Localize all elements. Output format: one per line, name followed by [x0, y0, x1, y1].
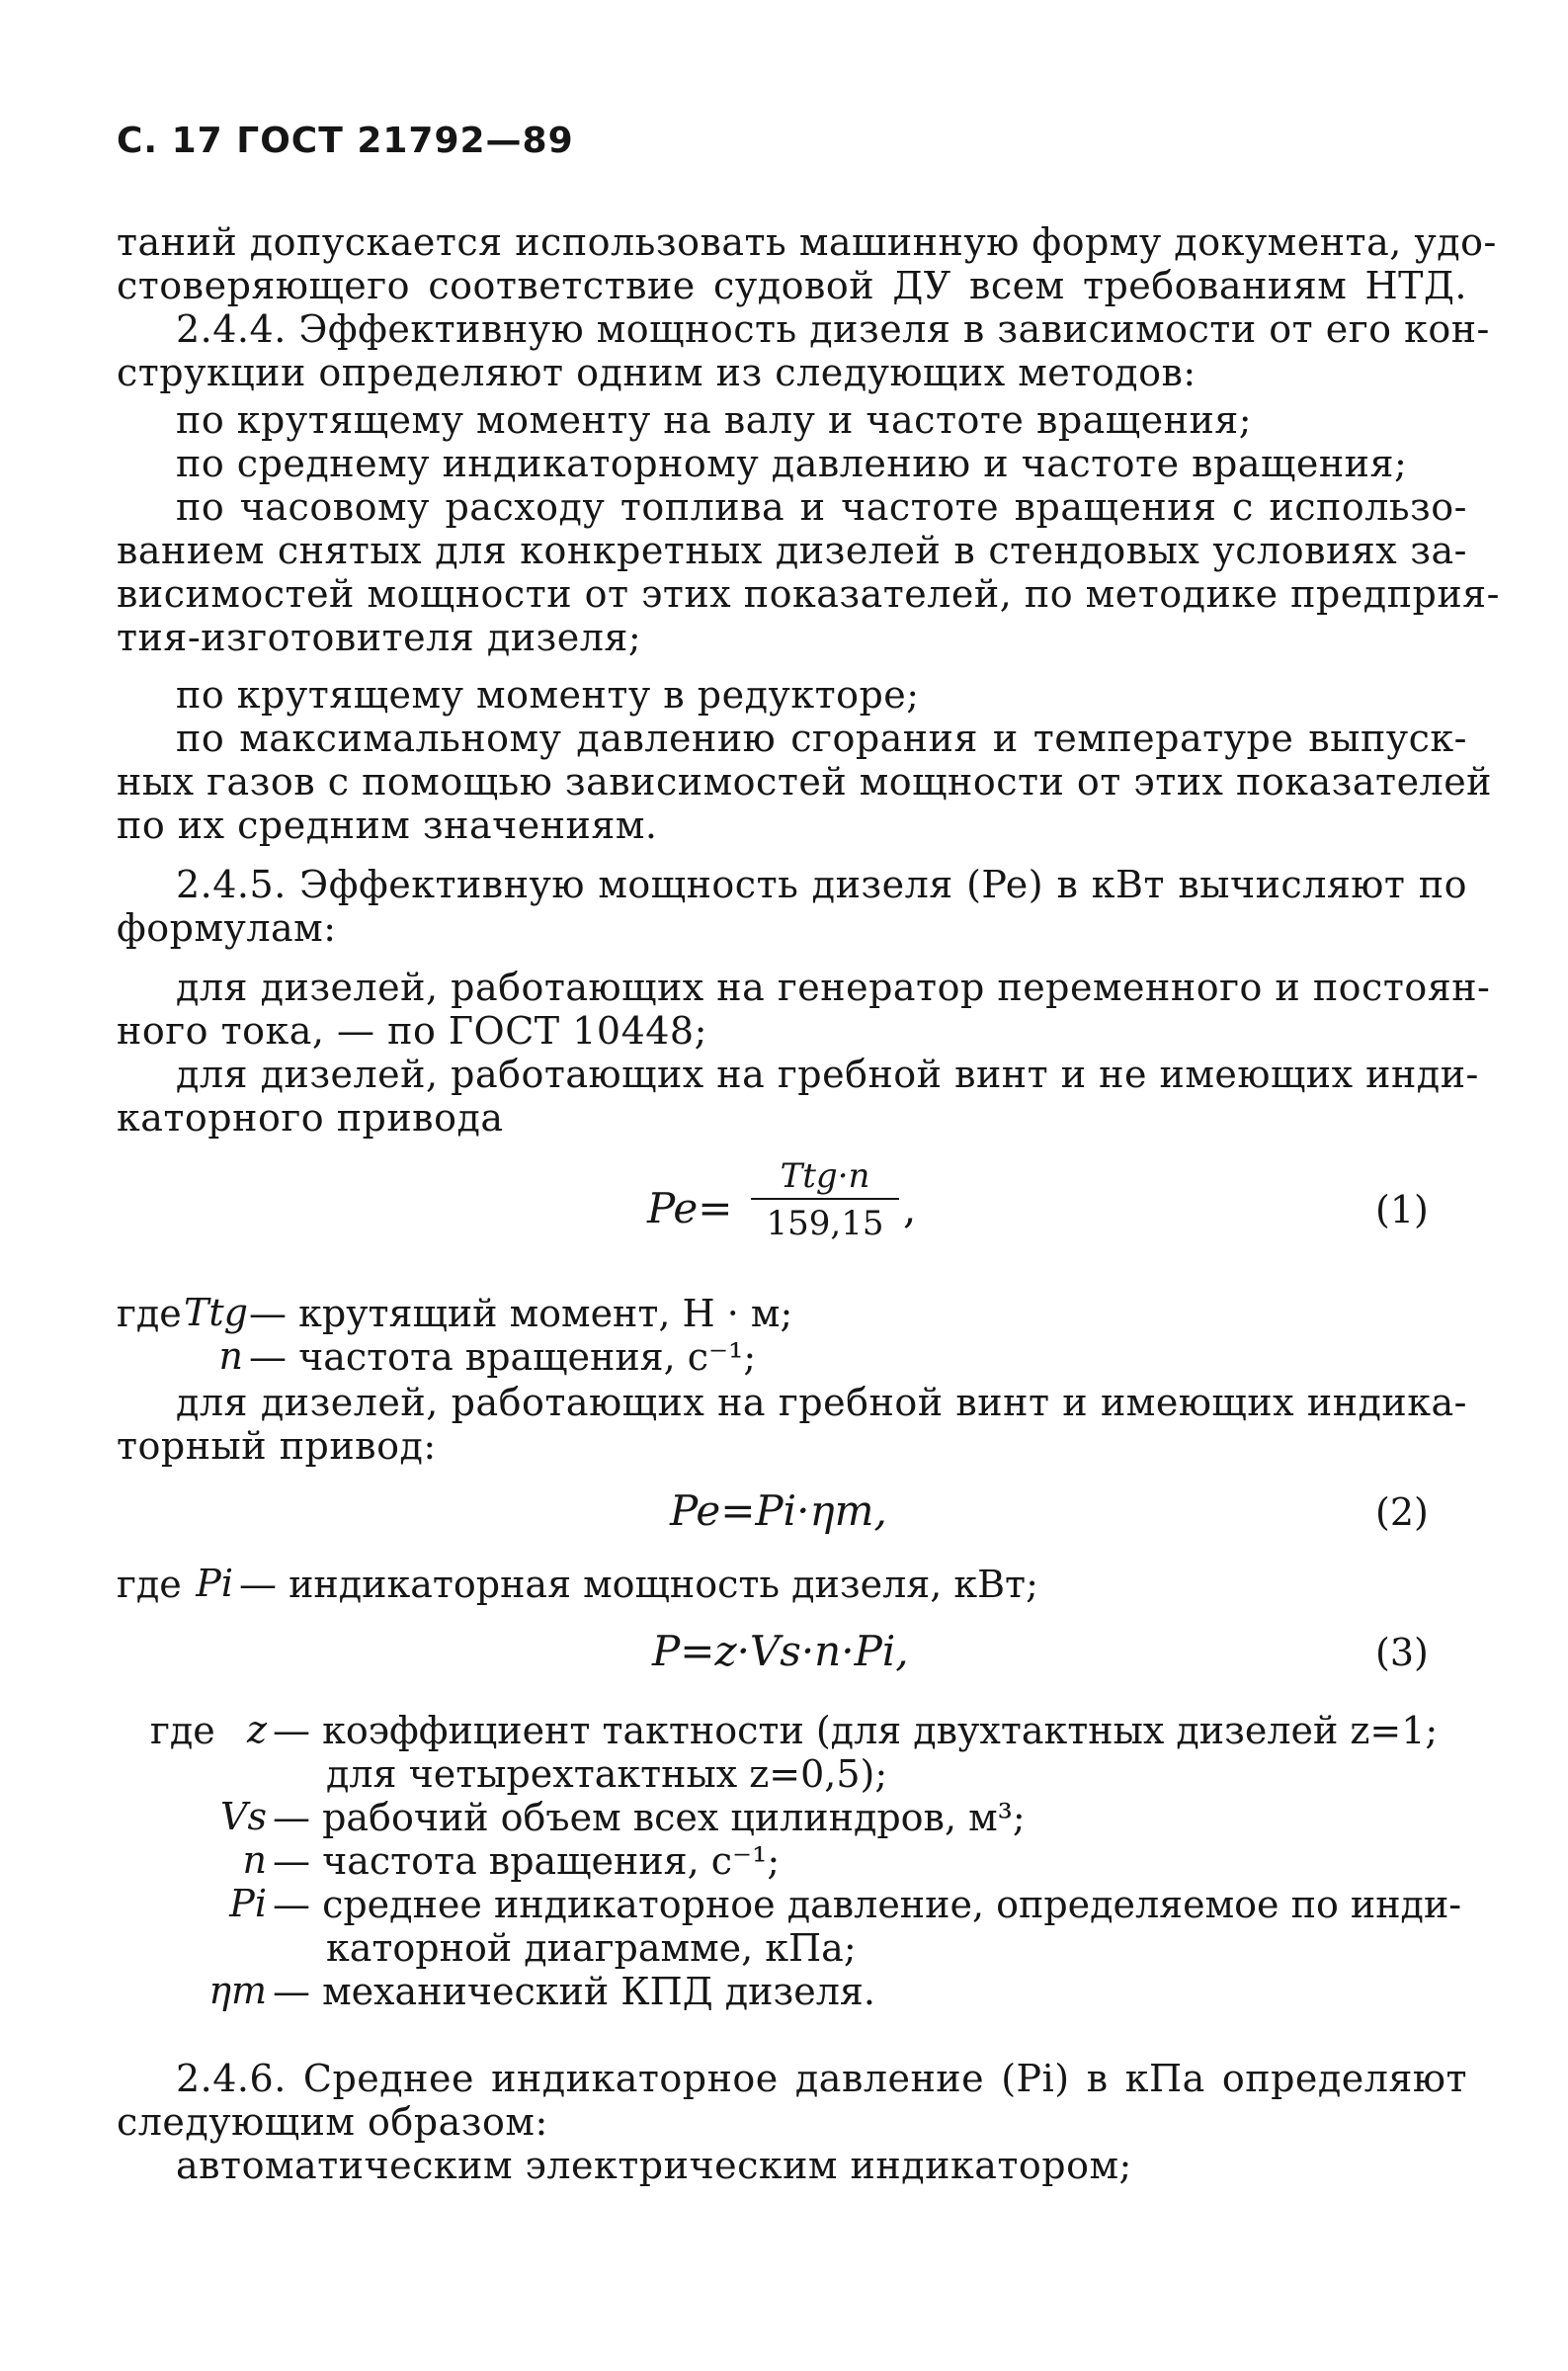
- formula-1-tail: ,: [903, 1184, 917, 1232]
- text-line: автоматическим электрическим индикатором;: [176, 2144, 1132, 2187]
- where-definition: — рабочий объем всех цилиндров, м³;: [273, 1796, 1026, 1839]
- text-line: формулам:: [117, 906, 337, 950]
- text-line: по максимальному давлению сгорания и температуре выпуск-: [176, 717, 1467, 760]
- text-line: по среднему индикаторному давлению и частоте вращения;: [176, 442, 1408, 485]
- page-header: С. 17 ГОСТ 21792—89: [117, 121, 574, 161]
- text-line: по крутящему моменту в редукторе;: [176, 673, 920, 717]
- where-symbol: Ttg: [184, 1291, 248, 1334]
- formula-1-denominator: 159,15: [766, 1204, 884, 1243]
- text-line: торный привод:: [117, 1424, 437, 1468]
- equation-number: (3): [1375, 1631, 1429, 1674]
- where-symbol: Pi: [196, 1562, 233, 1605]
- where-prefix: где: [117, 1563, 182, 1606]
- where-prefix: где: [117, 1292, 182, 1335]
- text-line: висимостей мощности от этих показателей, по методике предприя-: [117, 572, 1500, 616]
- text-line: по их средним значениям.: [117, 804, 658, 847]
- text-line: по часовому расходу топлива и частоте вращения с использо-: [176, 485, 1467, 529]
- text-line: следующим образом:: [117, 2100, 548, 2144]
- where-symbol: Vs: [220, 1795, 267, 1838]
- text-line: по крутящему моменту на валу и частоте вращения;: [176, 398, 1253, 442]
- where-symbol: ηm: [208, 1969, 267, 2012]
- formula-2: Pe=Pi·ηm,: [670, 1486, 887, 1535]
- text-line: для дизелей, работающих на гребной винт и не имеющих инди-: [176, 1053, 1479, 1096]
- text-line: для дизелей, работающих на гребной винт и имеющих индика-: [176, 1381, 1467, 1424]
- where-prefix: где: [150, 1709, 215, 1752]
- text-line: каторного привода: [117, 1096, 504, 1140]
- equation-number: (1): [1375, 1188, 1429, 1231]
- where-definition: — механический КПД дизеля.: [273, 1970, 875, 2013]
- formula-3: P=z·Vs·n·Pi,: [652, 1627, 909, 1675]
- text-line: тия-изготовителя дизеля;: [117, 616, 642, 659]
- formula-1-numerator: Ttg·n: [751, 1156, 899, 1200]
- text-line: таний допускается использовать машинную форму документа, удо-: [117, 220, 1497, 264]
- where-symbol: n: [242, 1838, 267, 1882]
- equation-number: (2): [1375, 1490, 1429, 1534]
- where-definition: — коэффициент тактности (для двухтактных дизелей z=1;: [273, 1709, 1439, 1752]
- text-line: 2.4.5. Эффективную мощность дизеля (Pe) в кВт вычисляют по: [176, 863, 1467, 906]
- where-definition: — среднее индикаторное давление, определяемое по инди-: [273, 1883, 1462, 1926]
- where-symbol: n: [218, 1334, 243, 1378]
- where-definition: — индикаторная мощность дизеля, кВт;: [239, 1563, 1038, 1606]
- where-definition: — частота вращения, с⁻¹;: [249, 1335, 757, 1379]
- text-line: струкции определяют одним из следующих методов:: [117, 351, 1197, 394]
- text-line: для дизелей, работающих на генератор переменного и постоян-: [176, 966, 1491, 1009]
- where-definition: каторной диаграмме, кПа;: [326, 1926, 857, 1970]
- text-line: ных газов с помощью зависимостей мощности от этих показателей: [117, 760, 1493, 804]
- where-definition: — крутящий момент, Н · м;: [249, 1292, 793, 1335]
- where-symbol: z: [246, 1708, 267, 1751]
- where-definition: для четырехтактных z=0,5);: [326, 1752, 888, 1796]
- text-line: ванием снятых для конкретных дизелей в стендовых условиях за-: [117, 529, 1467, 572]
- formula-1-lhs: Pe=: [647, 1184, 733, 1232]
- text-line: ного тока, — по ГОСТ 10448;: [117, 1009, 707, 1053]
- text-line: 2.4.6. Среднее индикаторное давление (Pi) в кПа определяют: [176, 2057, 1467, 2100]
- text-line: стоверяющего соответствие судовой ДУ всем требованиям НТД.: [117, 264, 1467, 307]
- where-symbol: Pi: [229, 1882, 267, 1925]
- formula-1-fraction: [751, 1156, 899, 1243]
- where-definition: — частота вращения, с⁻¹;: [273, 1839, 781, 1883]
- text-line: 2.4.4. Эффективную мощность дизеля в зависимости от его кон-: [176, 307, 1490, 351]
